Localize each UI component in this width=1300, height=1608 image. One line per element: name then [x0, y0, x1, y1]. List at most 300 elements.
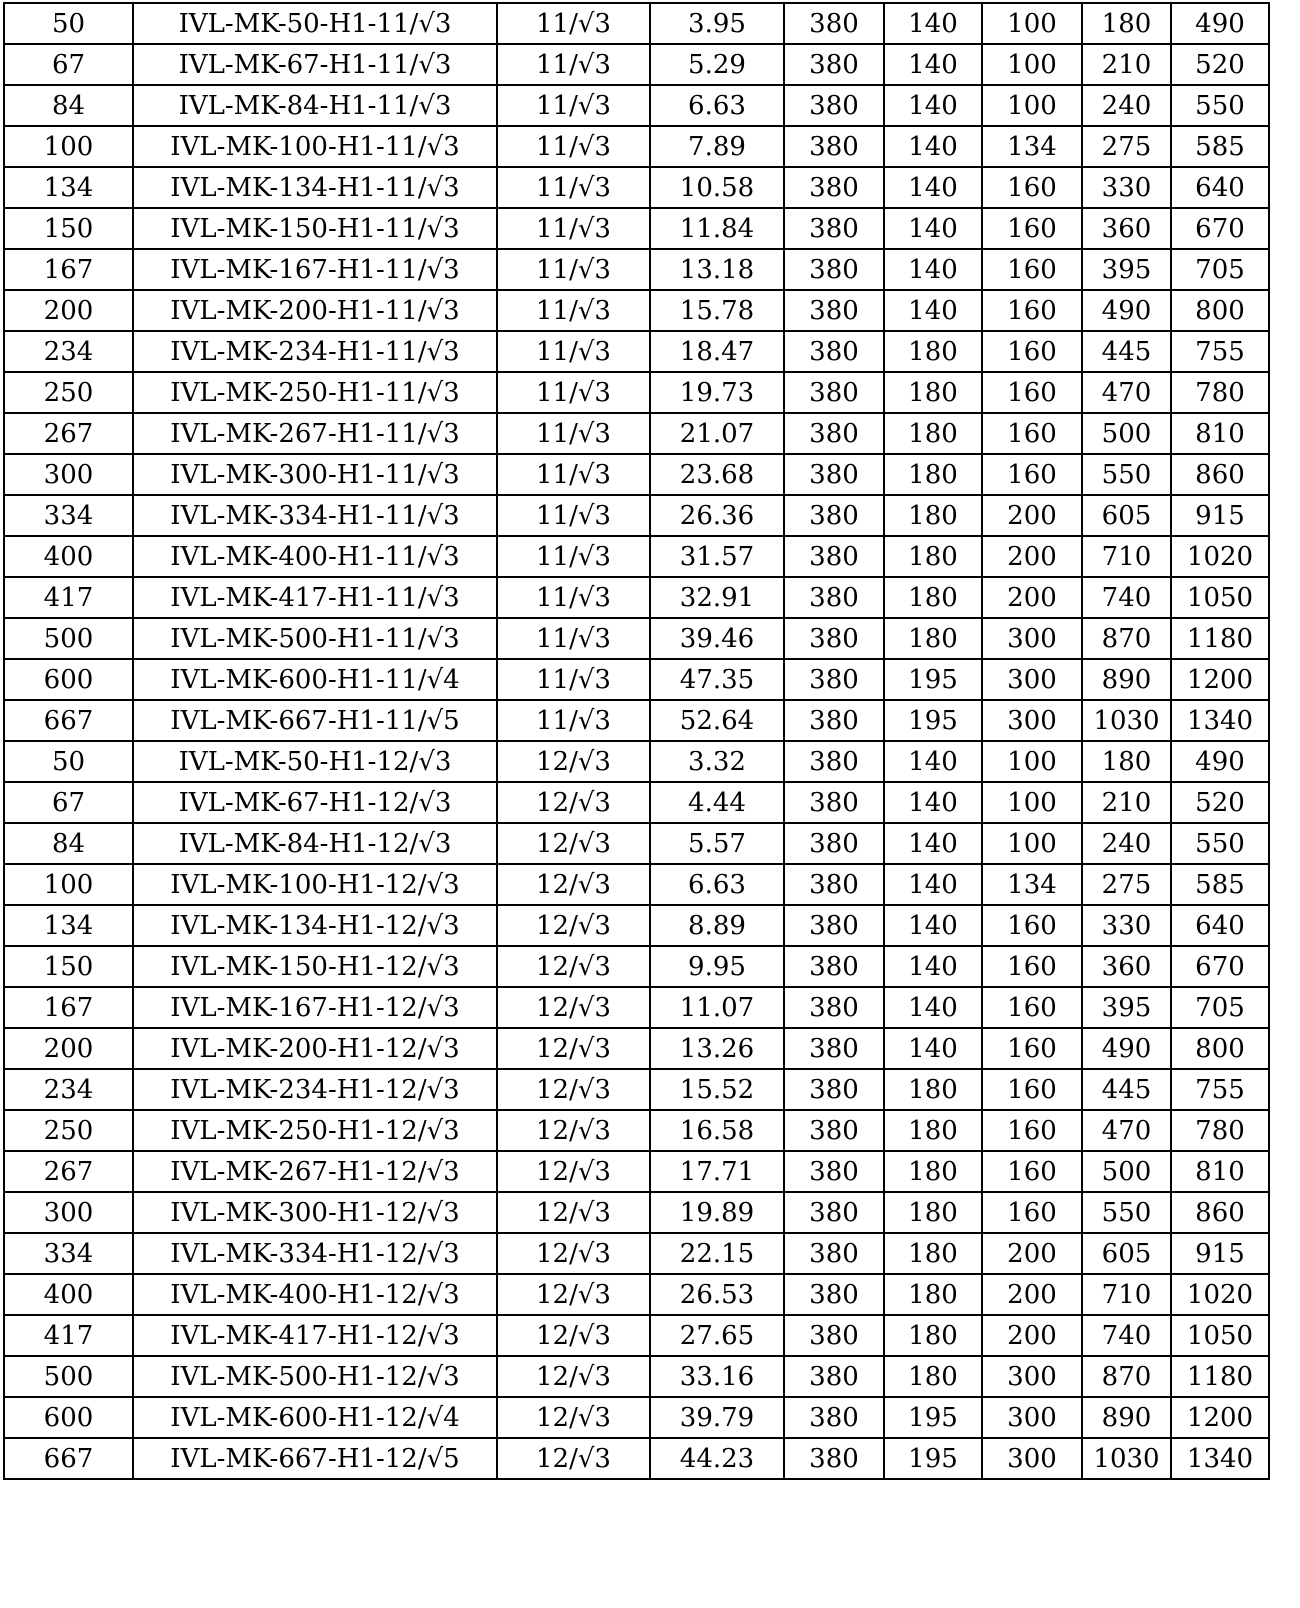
- dim-c-cell: 160: [982, 1028, 1082, 1069]
- voltage-cell: 11/√3: [497, 536, 650, 577]
- dim-c-cell: 160: [982, 1069, 1082, 1110]
- current-cell: 11.07: [650, 987, 784, 1028]
- table-row: [4, 1028, 1269, 1069]
- dim-c-cell: 100: [982, 3, 1082, 44]
- dim-b-cell: 195: [884, 1438, 982, 1479]
- dim-a-cell: 380: [784, 1192, 884, 1233]
- model-cell: IVL-MK-300-H1-12/√3: [133, 1192, 497, 1233]
- dim-e-cell: 550: [1171, 823, 1269, 864]
- capacity-cell: 50: [4, 741, 133, 782]
- dim-b-cell: 140: [884, 823, 982, 864]
- current-cell: 15.52: [650, 1069, 784, 1110]
- table-row: [4, 454, 1269, 495]
- model-cell: IVL-MK-167-H1-12/√3: [133, 987, 497, 1028]
- dim-b-cell: 140: [884, 126, 982, 167]
- dim-a-cell: 380: [784, 1438, 884, 1479]
- model-cell: IVL-MK-500-H1-11/√3: [133, 618, 497, 659]
- dim-e-cell: 550: [1171, 85, 1269, 126]
- dim-c-cell: 300: [982, 659, 1082, 700]
- model-cell: IVL-MK-234-H1-11/√3: [133, 331, 497, 372]
- dim-b-cell: 180: [884, 372, 982, 413]
- model-cell: IVL-MK-84-H1-11/√3: [133, 85, 497, 126]
- dim-b-cell: 140: [884, 905, 982, 946]
- dim-b-cell: 180: [884, 536, 982, 577]
- model-cell: IVL-MK-50-H1-11/√3: [133, 3, 497, 44]
- dim-b-cell: 180: [884, 1151, 982, 1192]
- model-cell: IVL-MK-667-H1-12/√5: [133, 1438, 497, 1479]
- current-cell: 13.18: [650, 249, 784, 290]
- model-cell: IVL-MK-300-H1-11/√3: [133, 454, 497, 495]
- table-row: [4, 1274, 1269, 1315]
- dim-d-cell: 395: [1082, 249, 1171, 290]
- dim-a-cell: 380: [784, 126, 884, 167]
- dim-c-cell: 300: [982, 700, 1082, 741]
- table-row: [4, 946, 1269, 987]
- table-row: [4, 208, 1269, 249]
- dim-a-cell: 380: [784, 290, 884, 331]
- dim-a-cell: 380: [784, 823, 884, 864]
- dim-e-cell: 780: [1171, 372, 1269, 413]
- current-cell: 22.15: [650, 1233, 784, 1274]
- dim-b-cell: 140: [884, 3, 982, 44]
- dim-b-cell: 140: [884, 864, 982, 905]
- dim-d-cell: 210: [1082, 44, 1171, 85]
- dim-c-cell: 160: [982, 413, 1082, 454]
- dim-d-cell: 275: [1082, 126, 1171, 167]
- model-cell: IVL-MK-134-H1-12/√3: [133, 905, 497, 946]
- dim-c-cell: 160: [982, 208, 1082, 249]
- dim-a-cell: 380: [784, 249, 884, 290]
- dim-d-cell: 360: [1082, 208, 1171, 249]
- table-row: [4, 3, 1269, 44]
- dim-e-cell: 640: [1171, 905, 1269, 946]
- dim-e-cell: 810: [1171, 1151, 1269, 1192]
- voltage-cell: 11/√3: [497, 372, 650, 413]
- model-cell: IVL-MK-267-H1-12/√3: [133, 1151, 497, 1192]
- dim-d-cell: 870: [1082, 1356, 1171, 1397]
- dim-b-cell: 180: [884, 1356, 982, 1397]
- dim-b-cell: 180: [884, 1192, 982, 1233]
- dim-c-cell: 200: [982, 495, 1082, 536]
- voltage-cell: 11/√3: [497, 208, 650, 249]
- dim-a-cell: 380: [784, 905, 884, 946]
- current-cell: 26.53: [650, 1274, 784, 1315]
- dim-b-cell: 140: [884, 741, 982, 782]
- voltage-cell: 11/√3: [497, 331, 650, 372]
- dim-e-cell: 915: [1171, 1233, 1269, 1274]
- dim-b-cell: 180: [884, 413, 982, 454]
- dim-b-cell: 180: [884, 618, 982, 659]
- dim-e-cell: 585: [1171, 864, 1269, 905]
- dim-e-cell: 780: [1171, 1110, 1269, 1151]
- dim-a-cell: 380: [784, 1315, 884, 1356]
- voltage-cell: 11/√3: [497, 618, 650, 659]
- capacity-cell: 250: [4, 1110, 133, 1151]
- table-row: [4, 864, 1269, 905]
- dim-c-cell: 160: [982, 987, 1082, 1028]
- dim-c-cell: 100: [982, 44, 1082, 85]
- model-cell: IVL-MK-667-H1-11/√5: [133, 700, 497, 741]
- table-row: [4, 44, 1269, 85]
- model-cell: IVL-MK-400-H1-11/√3: [133, 536, 497, 577]
- voltage-cell: 11/√3: [497, 495, 650, 536]
- dim-c-cell: 300: [982, 1356, 1082, 1397]
- dim-b-cell: 195: [884, 1397, 982, 1438]
- dim-c-cell: 100: [982, 85, 1082, 126]
- model-cell: IVL-MK-400-H1-12/√3: [133, 1274, 497, 1315]
- current-cell: 21.07: [650, 413, 784, 454]
- capacity-cell: 200: [4, 1028, 133, 1069]
- capacity-cell: 234: [4, 1069, 133, 1110]
- dim-b-cell: 180: [884, 1233, 982, 1274]
- capacity-cell: 500: [4, 1356, 133, 1397]
- dim-a-cell: 380: [784, 1151, 884, 1192]
- dim-e-cell: 640: [1171, 167, 1269, 208]
- dim-e-cell: 1020: [1171, 536, 1269, 577]
- model-cell: IVL-MK-250-H1-12/√3: [133, 1110, 497, 1151]
- dim-d-cell: 470: [1082, 1110, 1171, 1151]
- voltage-cell: 12/√3: [497, 1438, 650, 1479]
- dim-e-cell: 1340: [1171, 700, 1269, 741]
- dim-d-cell: 500: [1082, 413, 1171, 454]
- capacity-cell: 134: [4, 905, 133, 946]
- dim-e-cell: 915: [1171, 495, 1269, 536]
- voltage-cell: 12/√3: [497, 1233, 650, 1274]
- dim-c-cell: 160: [982, 1110, 1082, 1151]
- dim-a-cell: 380: [784, 659, 884, 700]
- dim-a-cell: 380: [784, 454, 884, 495]
- table-row: [4, 987, 1269, 1028]
- dim-a-cell: 380: [784, 85, 884, 126]
- capacity-cell: 300: [4, 1192, 133, 1233]
- dim-e-cell: 490: [1171, 3, 1269, 44]
- dim-c-cell: 300: [982, 1438, 1082, 1479]
- dim-e-cell: 1020: [1171, 1274, 1269, 1315]
- dim-a-cell: 380: [784, 741, 884, 782]
- model-cell: IVL-MK-600-H1-12/√4: [133, 1397, 497, 1438]
- table-row: [4, 577, 1269, 618]
- voltage-cell: 11/√3: [497, 44, 650, 85]
- model-cell: IVL-MK-250-H1-11/√3: [133, 372, 497, 413]
- voltage-cell: 12/√3: [497, 741, 650, 782]
- capacity-cell: 67: [4, 782, 133, 823]
- dim-a-cell: 380: [784, 167, 884, 208]
- dim-a-cell: 380: [784, 1397, 884, 1438]
- dim-e-cell: 1340: [1171, 1438, 1269, 1479]
- current-cell: 7.89: [650, 126, 784, 167]
- table-row: [4, 1397, 1269, 1438]
- current-cell: 23.68: [650, 454, 784, 495]
- dim-b-cell: 180: [884, 577, 982, 618]
- table-row: [4, 741, 1269, 782]
- model-cell: IVL-MK-150-H1-11/√3: [133, 208, 497, 249]
- dim-b-cell: 140: [884, 167, 982, 208]
- current-cell: 13.26: [650, 1028, 784, 1069]
- model-cell: IVL-MK-267-H1-11/√3: [133, 413, 497, 454]
- table-row: [4, 782, 1269, 823]
- dim-a-cell: 380: [784, 577, 884, 618]
- dim-e-cell: 1050: [1171, 577, 1269, 618]
- current-cell: 9.95: [650, 946, 784, 987]
- dim-a-cell: 380: [784, 1110, 884, 1151]
- dim-d-cell: 1030: [1082, 700, 1171, 741]
- dim-b-cell: 180: [884, 454, 982, 495]
- dim-d-cell: 240: [1082, 823, 1171, 864]
- dim-a-cell: 380: [784, 44, 884, 85]
- capacity-cell: 200: [4, 290, 133, 331]
- table-row: [4, 372, 1269, 413]
- dim-e-cell: 705: [1171, 249, 1269, 290]
- current-cell: 19.73: [650, 372, 784, 413]
- current-cell: 10.58: [650, 167, 784, 208]
- current-cell: 16.58: [650, 1110, 784, 1151]
- dim-d-cell: 330: [1082, 905, 1171, 946]
- dim-b-cell: 195: [884, 700, 982, 741]
- dim-d-cell: 395: [1082, 987, 1171, 1028]
- voltage-cell: 11/√3: [497, 126, 650, 167]
- table-row: [4, 1069, 1269, 1110]
- dim-e-cell: 1050: [1171, 1315, 1269, 1356]
- model-cell: IVL-MK-234-H1-12/√3: [133, 1069, 497, 1110]
- dim-c-cell: 200: [982, 1274, 1082, 1315]
- dim-d-cell: 490: [1082, 1028, 1171, 1069]
- dim-a-cell: 380: [784, 700, 884, 741]
- dim-a-cell: 380: [784, 946, 884, 987]
- current-cell: 3.32: [650, 741, 784, 782]
- dim-a-cell: 380: [784, 208, 884, 249]
- dim-e-cell: 705: [1171, 987, 1269, 1028]
- table-row: [4, 659, 1269, 700]
- dim-e-cell: 810: [1171, 413, 1269, 454]
- table-row: [4, 126, 1269, 167]
- capacity-cell: 67: [4, 44, 133, 85]
- dim-c-cell: 134: [982, 864, 1082, 905]
- current-cell: 31.57: [650, 536, 784, 577]
- dim-a-cell: 380: [784, 1356, 884, 1397]
- voltage-cell: 12/√3: [497, 1315, 650, 1356]
- dim-b-cell: 180: [884, 495, 982, 536]
- voltage-cell: 11/√3: [497, 3, 650, 44]
- current-cell: 5.29: [650, 44, 784, 85]
- model-cell: IVL-MK-334-H1-12/√3: [133, 1233, 497, 1274]
- dim-a-cell: 380: [784, 3, 884, 44]
- voltage-cell: 12/√3: [497, 905, 650, 946]
- voltage-cell: 12/√3: [497, 1151, 650, 1192]
- capacity-cell: 267: [4, 413, 133, 454]
- model-cell: IVL-MK-67-H1-12/√3: [133, 782, 497, 823]
- capacity-cell: 600: [4, 1397, 133, 1438]
- voltage-cell: 12/√3: [497, 1028, 650, 1069]
- table-row: [4, 1151, 1269, 1192]
- capacity-cell: 300: [4, 454, 133, 495]
- dim-d-cell: 1030: [1082, 1438, 1171, 1479]
- table-row: [4, 700, 1269, 741]
- current-cell: 27.65: [650, 1315, 784, 1356]
- dim-a-cell: 380: [784, 1069, 884, 1110]
- capacity-cell: 150: [4, 208, 133, 249]
- capacity-cell: 100: [4, 126, 133, 167]
- dim-e-cell: 800: [1171, 1028, 1269, 1069]
- dim-c-cell: 160: [982, 946, 1082, 987]
- dim-d-cell: 330: [1082, 167, 1171, 208]
- dim-c-cell: 160: [982, 372, 1082, 413]
- capacity-cell: 667: [4, 700, 133, 741]
- capacity-cell: 500: [4, 618, 133, 659]
- dim-c-cell: 200: [982, 1233, 1082, 1274]
- dim-d-cell: 890: [1082, 1397, 1171, 1438]
- voltage-cell: 11/√3: [497, 85, 650, 126]
- table-row: [4, 249, 1269, 290]
- dim-e-cell: 1180: [1171, 1356, 1269, 1397]
- dim-d-cell: 710: [1082, 536, 1171, 577]
- capacity-cell: 400: [4, 1274, 133, 1315]
- capacity-cell: 417: [4, 1315, 133, 1356]
- current-cell: 52.64: [650, 700, 784, 741]
- table-row: [4, 905, 1269, 946]
- voltage-cell: 12/√3: [497, 1397, 650, 1438]
- dim-c-cell: 160: [982, 167, 1082, 208]
- capacity-cell: 234: [4, 331, 133, 372]
- table-row: [4, 823, 1269, 864]
- voltage-cell: 12/√3: [497, 987, 650, 1028]
- table-row: [4, 1233, 1269, 1274]
- dim-a-cell: 380: [784, 1028, 884, 1069]
- capacity-cell: 50: [4, 3, 133, 44]
- dim-b-cell: 180: [884, 1110, 982, 1151]
- voltage-cell: 12/√3: [497, 1110, 650, 1151]
- dim-c-cell: 160: [982, 454, 1082, 495]
- voltage-cell: 12/√3: [497, 1192, 650, 1233]
- model-cell: IVL-MK-50-H1-12/√3: [133, 741, 497, 782]
- voltage-cell: 11/√3: [497, 700, 650, 741]
- dim-d-cell: 550: [1082, 454, 1171, 495]
- model-cell: IVL-MK-417-H1-11/√3: [133, 577, 497, 618]
- dim-b-cell: 180: [884, 1069, 982, 1110]
- dim-c-cell: 160: [982, 331, 1082, 372]
- capacity-cell: 84: [4, 823, 133, 864]
- dim-d-cell: 470: [1082, 372, 1171, 413]
- dim-a-cell: 380: [784, 536, 884, 577]
- current-cell: 15.78: [650, 290, 784, 331]
- dim-c-cell: 160: [982, 290, 1082, 331]
- dim-a-cell: 380: [784, 413, 884, 454]
- capacity-cell: 100: [4, 864, 133, 905]
- table-row: [4, 413, 1269, 454]
- capacity-cell: 134: [4, 167, 133, 208]
- dim-b-cell: 140: [884, 85, 982, 126]
- dim-b-cell: 140: [884, 44, 982, 85]
- model-cell: IVL-MK-200-H1-11/√3: [133, 290, 497, 331]
- dim-a-cell: 380: [784, 987, 884, 1028]
- dim-a-cell: 380: [784, 331, 884, 372]
- dim-e-cell: 1200: [1171, 659, 1269, 700]
- dim-c-cell: 160: [982, 249, 1082, 290]
- dim-c-cell: 100: [982, 782, 1082, 823]
- dim-d-cell: 210: [1082, 782, 1171, 823]
- model-cell: IVL-MK-84-H1-12/√3: [133, 823, 497, 864]
- current-cell: 19.89: [650, 1192, 784, 1233]
- voltage-cell: 12/√3: [497, 946, 650, 987]
- dim-e-cell: 520: [1171, 782, 1269, 823]
- table-row: [4, 290, 1269, 331]
- dim-b-cell: 140: [884, 1028, 982, 1069]
- dim-d-cell: 870: [1082, 618, 1171, 659]
- dim-b-cell: 180: [884, 1274, 982, 1315]
- model-cell: IVL-MK-200-H1-12/√3: [133, 1028, 497, 1069]
- model-cell: IVL-MK-334-H1-11/√3: [133, 495, 497, 536]
- current-cell: 44.23: [650, 1438, 784, 1479]
- current-cell: 17.71: [650, 1151, 784, 1192]
- current-cell: 33.16: [650, 1356, 784, 1397]
- dim-b-cell: 140: [884, 208, 982, 249]
- model-cell: IVL-MK-417-H1-12/√3: [133, 1315, 497, 1356]
- current-cell: 6.63: [650, 85, 784, 126]
- dim-b-cell: 140: [884, 987, 982, 1028]
- dim-a-cell: 380: [784, 782, 884, 823]
- dim-e-cell: 520: [1171, 44, 1269, 85]
- table-row: [4, 618, 1269, 659]
- current-cell: 5.57: [650, 823, 784, 864]
- current-cell: 39.46: [650, 618, 784, 659]
- current-cell: 26.36: [650, 495, 784, 536]
- model-cell: IVL-MK-167-H1-11/√3: [133, 249, 497, 290]
- capacity-cell: 167: [4, 987, 133, 1028]
- table-row: [4, 167, 1269, 208]
- dim-b-cell: 195: [884, 659, 982, 700]
- dim-d-cell: 180: [1082, 3, 1171, 44]
- current-cell: 11.84: [650, 208, 784, 249]
- dim-d-cell: 490: [1082, 290, 1171, 331]
- dim-c-cell: 160: [982, 1192, 1082, 1233]
- dim-e-cell: 800: [1171, 290, 1269, 331]
- dim-b-cell: 140: [884, 290, 982, 331]
- dim-d-cell: 740: [1082, 577, 1171, 618]
- dim-d-cell: 605: [1082, 1233, 1171, 1274]
- dim-d-cell: 550: [1082, 1192, 1171, 1233]
- voltage-cell: 12/√3: [497, 1069, 650, 1110]
- voltage-cell: 11/√3: [497, 290, 650, 331]
- dim-c-cell: 134: [982, 126, 1082, 167]
- dim-d-cell: 605: [1082, 495, 1171, 536]
- capacity-cell: 400: [4, 536, 133, 577]
- dim-b-cell: 140: [884, 946, 982, 987]
- dim-a-cell: 380: [784, 372, 884, 413]
- table-row: [4, 1192, 1269, 1233]
- dim-e-cell: 1200: [1171, 1397, 1269, 1438]
- voltage-cell: 12/√3: [497, 1356, 650, 1397]
- capacity-cell: 84: [4, 85, 133, 126]
- table-row: [4, 1438, 1269, 1479]
- dim-c-cell: 300: [982, 1397, 1082, 1438]
- dim-b-cell: 140: [884, 782, 982, 823]
- dim-c-cell: 300: [982, 618, 1082, 659]
- voltage-cell: 11/√3: [497, 577, 650, 618]
- current-cell: 3.95: [650, 3, 784, 44]
- voltage-cell: 11/√3: [497, 167, 650, 208]
- dim-e-cell: 860: [1171, 1192, 1269, 1233]
- voltage-cell: 11/√3: [497, 659, 650, 700]
- capacity-cell: 167: [4, 249, 133, 290]
- current-cell: 8.89: [650, 905, 784, 946]
- dim-b-cell: 180: [884, 331, 982, 372]
- voltage-cell: 12/√3: [497, 823, 650, 864]
- dim-d-cell: 890: [1082, 659, 1171, 700]
- dim-c-cell: 200: [982, 1315, 1082, 1356]
- model-cell: IVL-MK-100-H1-11/√3: [133, 126, 497, 167]
- current-cell: 4.44: [650, 782, 784, 823]
- voltage-cell: 12/√3: [497, 864, 650, 905]
- dim-e-cell: 755: [1171, 1069, 1269, 1110]
